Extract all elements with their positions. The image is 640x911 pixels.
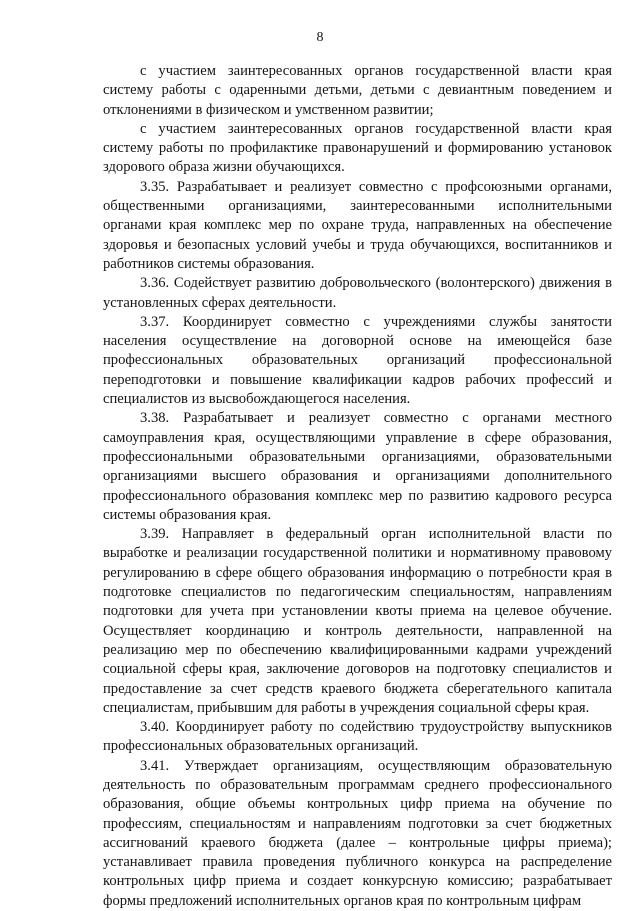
page-number: 8 [316, 30, 324, 45]
paragraph-3-39: 3.39. Направляет в федеральный орган исполнительной власти по выработке и реализации государственной политики и нормативному правовому регулированию в сфере общего образования информацию о потребности края в подготовке специалистов по педагогическим специальностям, направлениям подготовки для учета при установлении квоты приема на целевое обучение. Осуществляет координацию и контроль деятельности, направленной на реализацию мер по обеспечению квалифицированными кадрами учреждений социальной сферы края, заключение договоров на подготовку специалистов и предоставление за счет средств краевого бюджета сберегательного капитала специалистам, прибывшим для работы в учреждения социальной сферы края. [103, 526, 612, 716]
paragraph-offense-prevention: с участием заинтересованных органов государственной власти края систему работы по профилактике правонарушений и формированию установок здорового образа жизни обучающихся. [103, 120, 612, 176]
document-body [103, 62, 612, 911]
paragraph-3-37: 3.37. Координирует совместно с учреждениями службы занятости населения осуществление на договорной основе на имеющейся базе профессиональных образовательных организаций профессиональной переподготовки и повышение квалификации кадров рабочих профессий и специалистов из высвобождающегося населения. [103, 313, 612, 408]
paragraph-3-36: 3.36. Содействует развитию добровольческого (волонтерского) движения в установленных сферах деятельности. [103, 275, 612, 311]
paragraph-3-40: 3.40. Координирует работу по содействию трудоустройству выпускников профессиональных образовательных организаций. [103, 719, 612, 755]
paragraph-gifted-children: с участием заинтересованных органов государственной власти края систему работы с одаренными детьми, детьми с девиантным поведением и отклонениями в физическом и умственном развитии; [103, 63, 612, 118]
paragraph-3-35: 3.35. Разрабатывает и реализует совместно с профсоюзными органами, общественными организациями, заинтересованными исполнительными органами края комплекс мер по охране труда, направленных на обеспечение здоровья и безопасных условий учебы и труда обучающихся, воспитанников и работников системы образования. [103, 178, 612, 272]
paragraph-3-38: 3.38. Разрабатывает и реализует совместно с органами местного самоуправления края, осуществляющими управление в сфере образования, профессиональными образовательными организациями, образовательными организациями высшего образования и организациями дополнительного профессионального образования комплекс мер по развитию кадрового ресурса системы образования края. [103, 410, 612, 523]
paragraph-3-41: 3.41. Утверждает организациям, осуществляющим образовательную деятельность по образовательным программам среднего профессионального образования, общие объемы контрольных цифр приема на обучение по профессиям, специальностям и направлениям подготовки за счет бюджетных ассигнований краевого бюджета (далее – контрольные цифры приема); устанавливает правила проведения публичного конкурса на распределение контрольных цифр приема и создает конкурсную комиссию; разрабатывает формы предложений исполнительных органов края по контрольным цифрам [103, 757, 612, 909]
